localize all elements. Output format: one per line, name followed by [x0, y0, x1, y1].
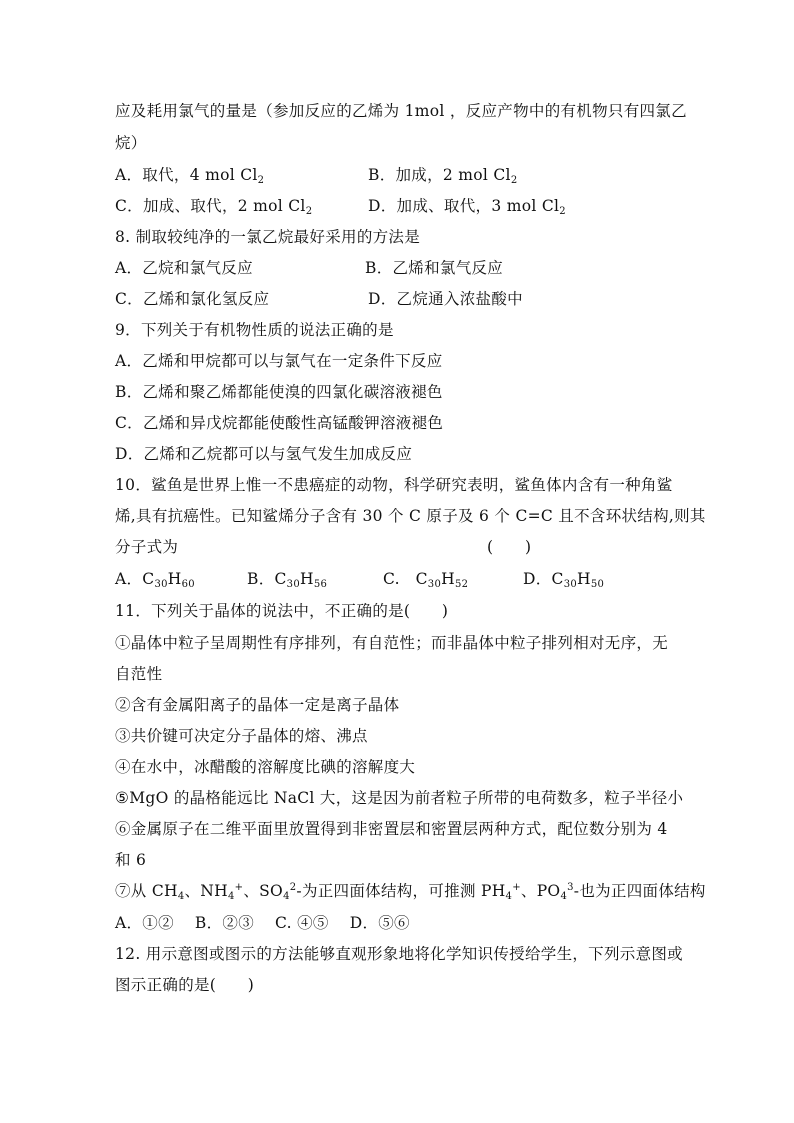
q9-option-a: A．乙烯和甲烷都可以与氯气在一定条件下反应	[115, 352, 443, 370]
q11-options: A．①② B．②③ C. ④⑤ D．⑤⑥	[115, 914, 410, 932]
q8-option-d: D．乙烷通入浓盐酸中	[368, 290, 523, 308]
q8-option-c: C．乙烯和氯化氢反应	[115, 290, 270, 308]
q7-option-b: B．加成，2 mol $Cl_2$	[368, 166, 518, 186]
q8-option-b: B．乙烯和氯气反应	[365, 259, 504, 277]
q11-stem: 11．下列关于晶体的说法中，不正确的是( )	[115, 602, 449, 620]
q7-stem-line2: 烷）	[115, 134, 147, 152]
q9-option-d: D．乙烯和乙烷都可以与氢气发生加成反应	[115, 445, 413, 463]
q11-statement-6-line1: ⑥金属原子在二维平面里放置得到非密置层和密置层两种方式，配位数分别为 4	[115, 820, 668, 838]
q11-statement-3: ③共价键可决定分子晶体的熔、沸点	[115, 727, 368, 745]
q11-statement-7: ⑦从 $CH_4$、$NH_4^+$、$SO_4^2-$为正四面体结构，可推测 $PH_4^+$、$PO_4^3-$也为正四面体结构	[115, 882, 706, 902]
q11-statement-1-line2: 自范性	[115, 665, 163, 683]
exam-page: 应及耗用氯气的量是（参加反应的乙烯为 1mol ，反应产物中的有机物只有四氯乙 烷） A．取代，4 mol $Cl_2$ B．加成，2 mol $Cl_2$ C．加成、取代，2 mol $Cl_2$ D．加成、取代，3 mol $Cl_2$ 8. 制取较纯净的一氯乙烷最好采用的方法是 A．乙烷和氯气反应 B．乙烯和氯气反应 C．乙烯和氯化氢反应 D．乙烷通入浓盐酸中 9．下列关于有机物性质的说法正确的是 A．乙烯和甲烷都可以与氯气在一定条件下反应 B．乙烯和聚乙烯都能使溴的四氯化碳溶液褪色 C．乙烯和异戊烷都能使酸性高锰酸钾溶液褪色 D．乙烯和乙烷都可以与氢气发生加成反应 10．鲨鱼是世界上惟一不患癌症的动物，科学研究表明，鲨鱼体内含有一种角鲨 烯,具有抗癌性。已知鲨烯分子含有 30 个 C 原子及 6 个 C=C 且不含环状结构,则其 分子式为 ( ) A．$C_{30}H_{60}$ B．$C_{30}H_{56}$ C. $C_{30}H_{52}$ D．$C_{30}H_{50}$ 11．下列关于晶体的说法中，不正确的是( ) ①晶体中粒子呈周期性有序排列，有自范性；而非晶体中粒子排列相对无序，无 自范性 ②含有金属阳离子的晶体一定是离子晶体 ③共价键可决定分子晶体的熔、沸点 ④在水中，冰醋酸的溶解度比碘的溶解度大 ⑤MgO 的晶格能远比 NaCl 大，这是因为前者粒子所带的电荷数多，粒子半径小 ⑥金属原子在二维平面里放置得到非密置层和密置层两种方式，配位数分别为 4 和 6 ⑦从 $CH_4$、$NH_4^+$、$SO_4^2-$为正四面体结构，可推测 $PH_4^+$、$PO_4^3-$也为正四面体结构 A．①② B．②③ C. ④⑤ D．⑤⑥ 12. 用示意图或图示的方法能够直观形象地将化学知识传授给学生，下列示意图或 图示正确的是( )	[115, 102, 706, 994]
q9-option-b: B．乙烯和聚乙烯都能使溴的四氯化碳溶液褪色	[115, 383, 443, 401]
q10-option-d: D．$C_{30}H_{50}$	[523, 570, 605, 590]
q10-answer-paren: ( )	[487, 538, 532, 556]
q11-statement-4: ④在水中，冰醋酸的溶解度比碘的溶解度大	[115, 758, 416, 776]
q12-stem-line2: 图示正确的是( )	[115, 976, 255, 994]
q7-option-c: C．加成、取代，2 mol $Cl_2$	[115, 197, 313, 217]
q9-stem: 9．下列关于有机物性质的说法正确的是	[115, 321, 394, 339]
q11-statement-1-line1: ①晶体中粒子呈周期性有序排列，有自范性；而非晶体中粒子排列相对无序，无	[115, 634, 669, 652]
q10-option-c: C. $C_{30}H_{52}$	[383, 570, 469, 590]
q10-option-a: A．$C_{30}H_{60}$	[115, 570, 195, 590]
q11-statement-2: ②含有金属阳离子的晶体一定是离子晶体	[115, 696, 400, 714]
q10-stem-line2: 烯,具有抗癌性。已知鲨烯分子含有 30 个 C 原子及 6 个 C=C 且不含环状结构,则其	[115, 507, 706, 525]
q7-stem-line1: 应及耗用氯气的量是（参加反应的乙烯为 1mol ，反应产物中的有机物只有四氯乙	[115, 102, 687, 120]
q8-option-a: A．乙烷和氯气反应	[115, 259, 253, 277]
q9-option-c: C．乙烯和异戊烷都能使酸性高锰酸钾溶液褪色	[115, 414, 444, 432]
q7-option-a: A．取代，4 mol $Cl_2$	[115, 166, 265, 186]
q7-option-d: D．加成、取代，3 mol $Cl_2$	[368, 197, 566, 217]
q12-stem-line1: 12. 用示意图或图示的方法能够直观形象地将化学知识传授给学生，下列示意图或	[115, 945, 683, 963]
q10-option-b: B．$C_{30}H_{56}$	[247, 570, 328, 590]
q8-stem: 8. 制取较纯净的一氯乙烷最好采用的方法是	[115, 228, 421, 246]
q11-statement-5: ⑤MgO 的晶格能远比 NaCl 大，这是因为前者粒子所带的电荷数多，粒子半径小	[115, 789, 684, 807]
q11-statement-6-line2: 和 6	[115, 851, 147, 869]
q10-stem-line1: 10．鲨鱼是世界上惟一不患癌症的动物，科学研究表明，鲨鱼体内含有一种角鲨	[115, 476, 673, 494]
